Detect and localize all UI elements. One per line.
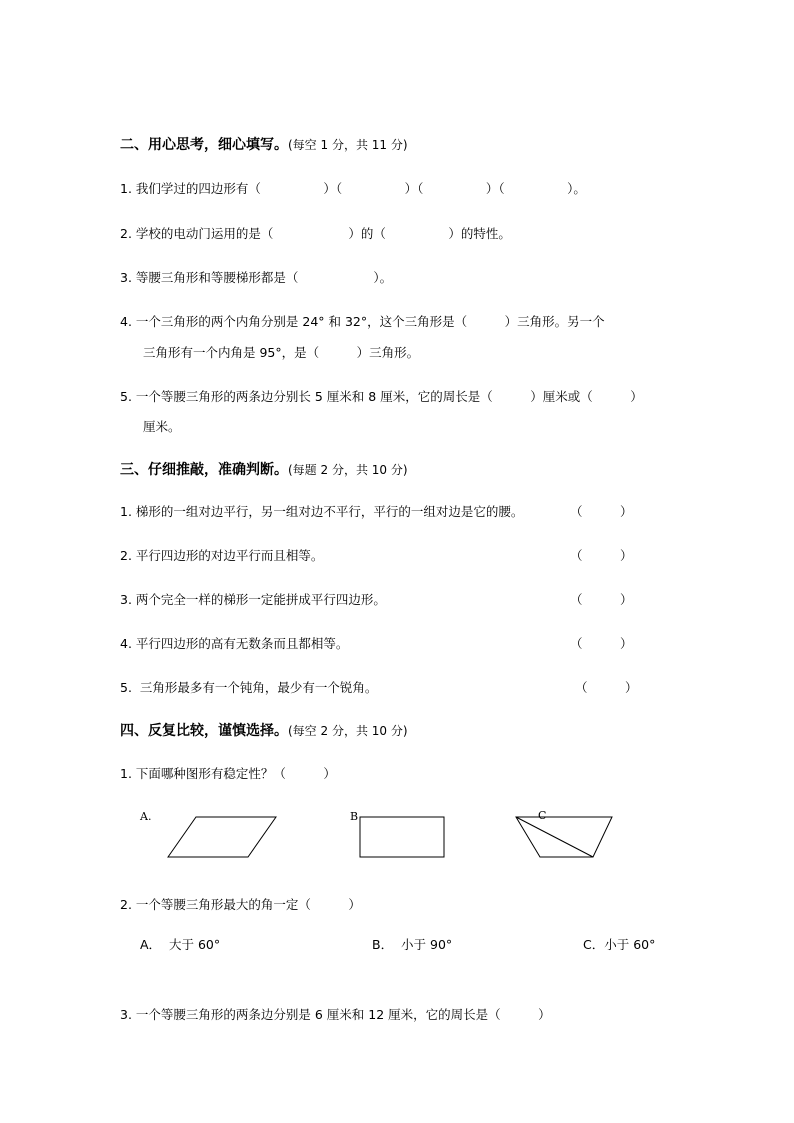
judgement-item-1: 1. 梯形的一组对边平行，另一组对边不平行，平行的一组对边是它的腰。 bbox=[120, 504, 524, 519]
section-2-question-3: 3. 等腰三角形和等腰梯形都是（ ）。 bbox=[120, 270, 393, 285]
shape-label-a: A. bbox=[140, 810, 152, 823]
judgement-item-1-bracket: （ ） bbox=[570, 504, 633, 519]
section-2-question-1: 1. 我们学过的四边形有（ ）（ ）（ ）（ ）。 bbox=[120, 181, 586, 196]
judgement-item-3-bracket: （ ） bbox=[570, 592, 633, 607]
section-3-title: 三、仔细推敲，准确判断。 bbox=[120, 462, 288, 478]
shape-label-c: C bbox=[538, 809, 547, 822]
section-4-title: 四、反复比较，谨慎选择。 bbox=[120, 723, 288, 739]
section-2-question-4-line-1: 4. 一个三角形的两个内角分别是 24° 和 32°，这个三角形是（ ）三角形。另一个 bbox=[120, 314, 605, 329]
rectangle-shape bbox=[360, 817, 444, 857]
shape-label-b: B bbox=[350, 810, 359, 823]
section-3-score-note: (每题 2 分，共 10 分) bbox=[288, 463, 408, 477]
judgement-item-4-bracket: （ ） bbox=[570, 636, 633, 651]
judgement-item-2: 2. 平行四边形的对边平行而且相等。 bbox=[120, 548, 324, 563]
section-4-score-note: (每空 2 分，共 10 分) bbox=[288, 724, 408, 738]
section-2-title: 二、用心思考，细心填写。 bbox=[120, 137, 288, 153]
parallelogram-shape bbox=[168, 817, 276, 857]
section-2-score-note: (每空 1 分，共 11 分) bbox=[288, 138, 408, 152]
section-2-question-2: 2. 学校的电动门运用的是（ ）的（ ）的特性。 bbox=[120, 226, 511, 241]
choice-question-1: 1. 下面哪种图形有稳定性？（ ） bbox=[120, 766, 336, 781]
judgement-item-5: 5. 三角形最多有一个钝角，最少有一个锐角。 bbox=[120, 680, 378, 695]
section-2-question-4-line-2: 三角形有一个内角是 95°，是（ ）三角形。 bbox=[143, 345, 420, 360]
judgement-item-2-bracket: （ ） bbox=[570, 548, 633, 563]
section-2-question-5-line-1: 5. 一个等腰三角形的两条边分别长 5 厘米和 8 厘米，它的周长是（ ）厘米或（ ） bbox=[120, 389, 643, 404]
judgement-item-4: 4. 平行四边形的高有无数条而且都相等。 bbox=[120, 636, 349, 651]
trapezoid-shape bbox=[516, 817, 612, 857]
choice-2-option-c: C．小于 60° bbox=[583, 937, 656, 952]
choice-question-2: 2. 一个等腰三角形最大的角一定（ ） bbox=[120, 897, 361, 912]
choice-2-option-b: B． 小于 90° bbox=[372, 937, 453, 952]
choice-2-option-a: A． 大于 60° bbox=[140, 937, 221, 952]
choice-question-3: 3. 一个等腰三角形的两条边分别是 6 厘米和 12 厘米，它的周长是（ ） bbox=[120, 1007, 551, 1022]
judgement-item-5-bracket: （ ） bbox=[575, 680, 638, 695]
judgement-item-3: 3. 两个完全一样的梯形一定能拼成平行四边形。 bbox=[120, 592, 386, 607]
section-2-question-5-line-2: 厘米。 bbox=[143, 419, 181, 434]
